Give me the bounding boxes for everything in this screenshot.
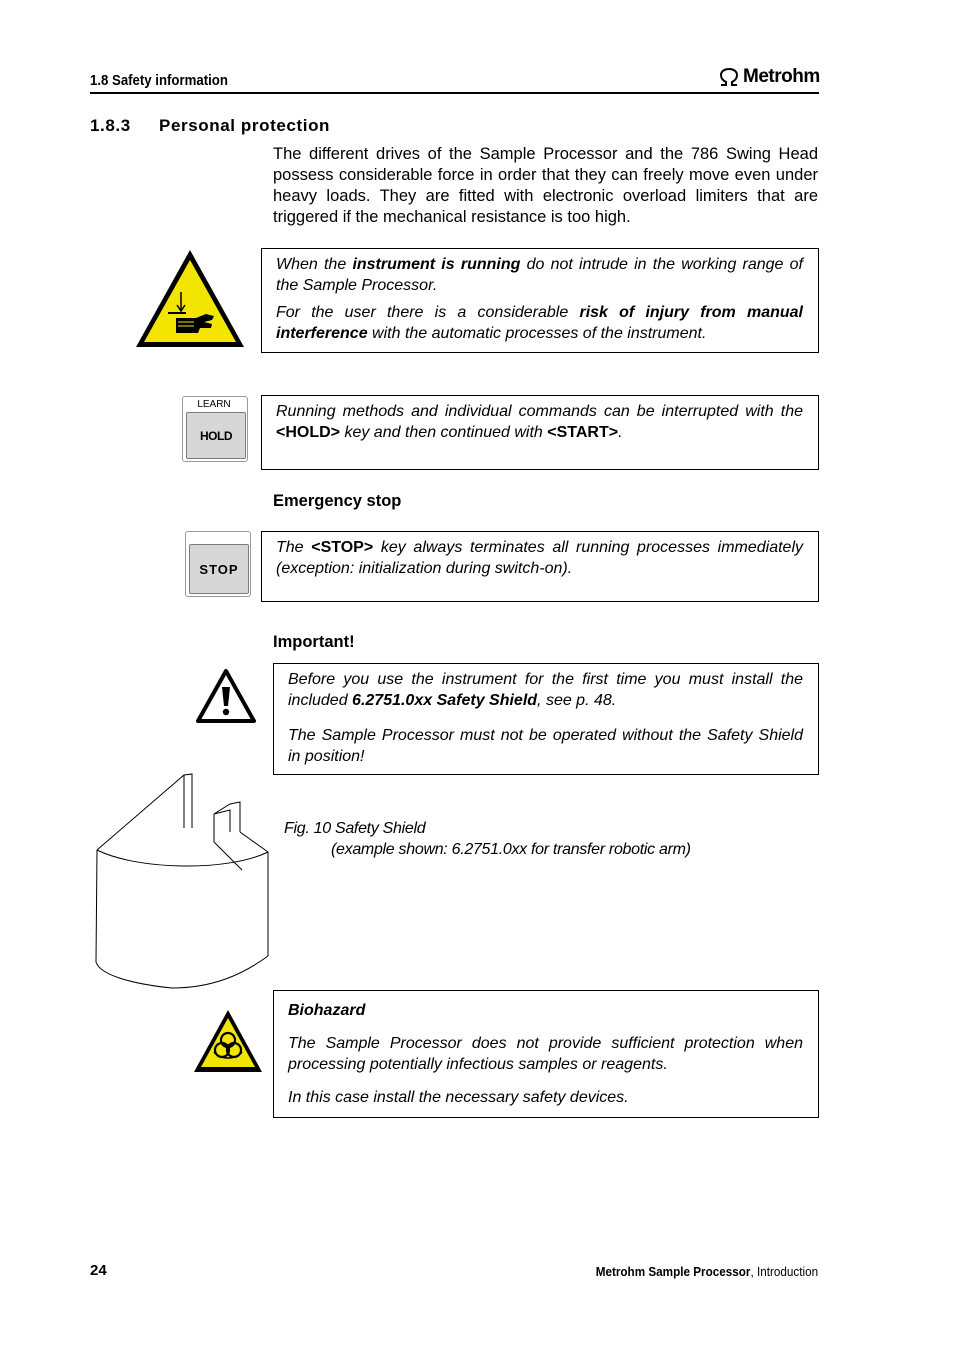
footer-product: Metrohm Sample Processor [595, 1264, 751, 1279]
stop-key-face: STOP [189, 544, 249, 594]
safety-shield-ref: 6.2751.0xx Safety Shield [352, 692, 538, 709]
metrohm-logo [718, 66, 820, 88]
stop-key-ref: <STOP> [311, 539, 374, 556]
important-heading: Important! [273, 633, 355, 651]
page-number: 24 [90, 1262, 107, 1279]
text-run: The [276, 539, 312, 556]
important-box [273, 663, 819, 775]
text-run: . [618, 424, 623, 441]
hand-crush-warning-icon [134, 248, 246, 349]
emphasis-running: instrument is running [352, 256, 521, 273]
text-run: with the automatic processes of the instrument. [367, 325, 707, 342]
hold-key-illustration [182, 396, 248, 462]
text-run: For the user there is a considerable [276, 304, 580, 321]
stop-note-box [261, 531, 819, 602]
brand-name: Metrohm [743, 66, 820, 87]
hold-note-text [276, 401, 803, 443]
text-run: , see p. 48. [537, 692, 617, 709]
biohazard-paragraph-1: The Sample Processor does not provide sufficient protection when processing potentially infectious samples or reagents. [288, 1035, 803, 1073]
footer-rest: , Introduction [750, 1264, 818, 1279]
hold-key-face: HOLD [186, 412, 246, 459]
text-run: key always terminates all running processes immediately (exception: initialization during switch-on). [276, 539, 804, 577]
exclamation-warning-icon [195, 668, 257, 724]
figure-caption-line2: (example shown: 6.2751.0xx for transfer robotic arm) [331, 841, 691, 858]
important-paragraph-2: The Sample Processor must not be operated without the Safety Shield in position! [288, 727, 803, 765]
omega-logo-icon [718, 68, 740, 86]
section-title: Personal protection [159, 116, 331, 135]
emphasis-injury-risk: risk of injury from manual interference [276, 304, 803, 342]
text-run: do not intrude in the working range of the Sample Processor. [276, 256, 803, 294]
figure-caption-line1: Fig. 10 Safety Shield [284, 820, 426, 837]
hold-note-box [261, 395, 819, 470]
hold-key-ref: <HOLD> [276, 424, 341, 441]
stop-key-illustration [185, 531, 251, 597]
biohazard-box [273, 990, 819, 1118]
learn-label: LEARN [197, 399, 231, 410]
emergency-stop-heading: Emergency stop [273, 492, 402, 510]
warning-paragraph-2 [276, 302, 803, 344]
warning-paragraph-1 [276, 254, 803, 296]
section-number: 1.8.3 [90, 116, 131, 135]
text-run: When the [276, 256, 353, 273]
footer-title [596, 1264, 818, 1279]
text-run: Before you use the instrument for the first time you must install the included [288, 671, 803, 709]
intro-paragraph: The different drives of the Sample Processor and the 786 Swing Head possess considerable force in order that they can freely move even under heavy loads. They are fitted with electronic overload limiters that are triggered if the mechanical resistance is too high. [273, 145, 818, 226]
warning-box-moving-parts [261, 248, 819, 353]
figure-caption [284, 818, 691, 860]
biohazard-paragraph-2: In this case install the necessary safety devices. [288, 1089, 629, 1106]
running-header-section: 1.8 Safety information [90, 72, 228, 89]
text-run: key and then continued with [340, 424, 548, 441]
start-key-ref: <START> [547, 424, 619, 441]
biohazard-icon [192, 1008, 264, 1074]
stop-note-text [276, 537, 803, 579]
text-run: Running methods and individual commands can be interrupted with the [276, 403, 803, 420]
important-paragraph-1 [288, 669, 803, 711]
safety-shield-drawing [92, 770, 272, 994]
biohazard-title: Biohazard [288, 1002, 366, 1019]
header-rule [90, 92, 819, 94]
